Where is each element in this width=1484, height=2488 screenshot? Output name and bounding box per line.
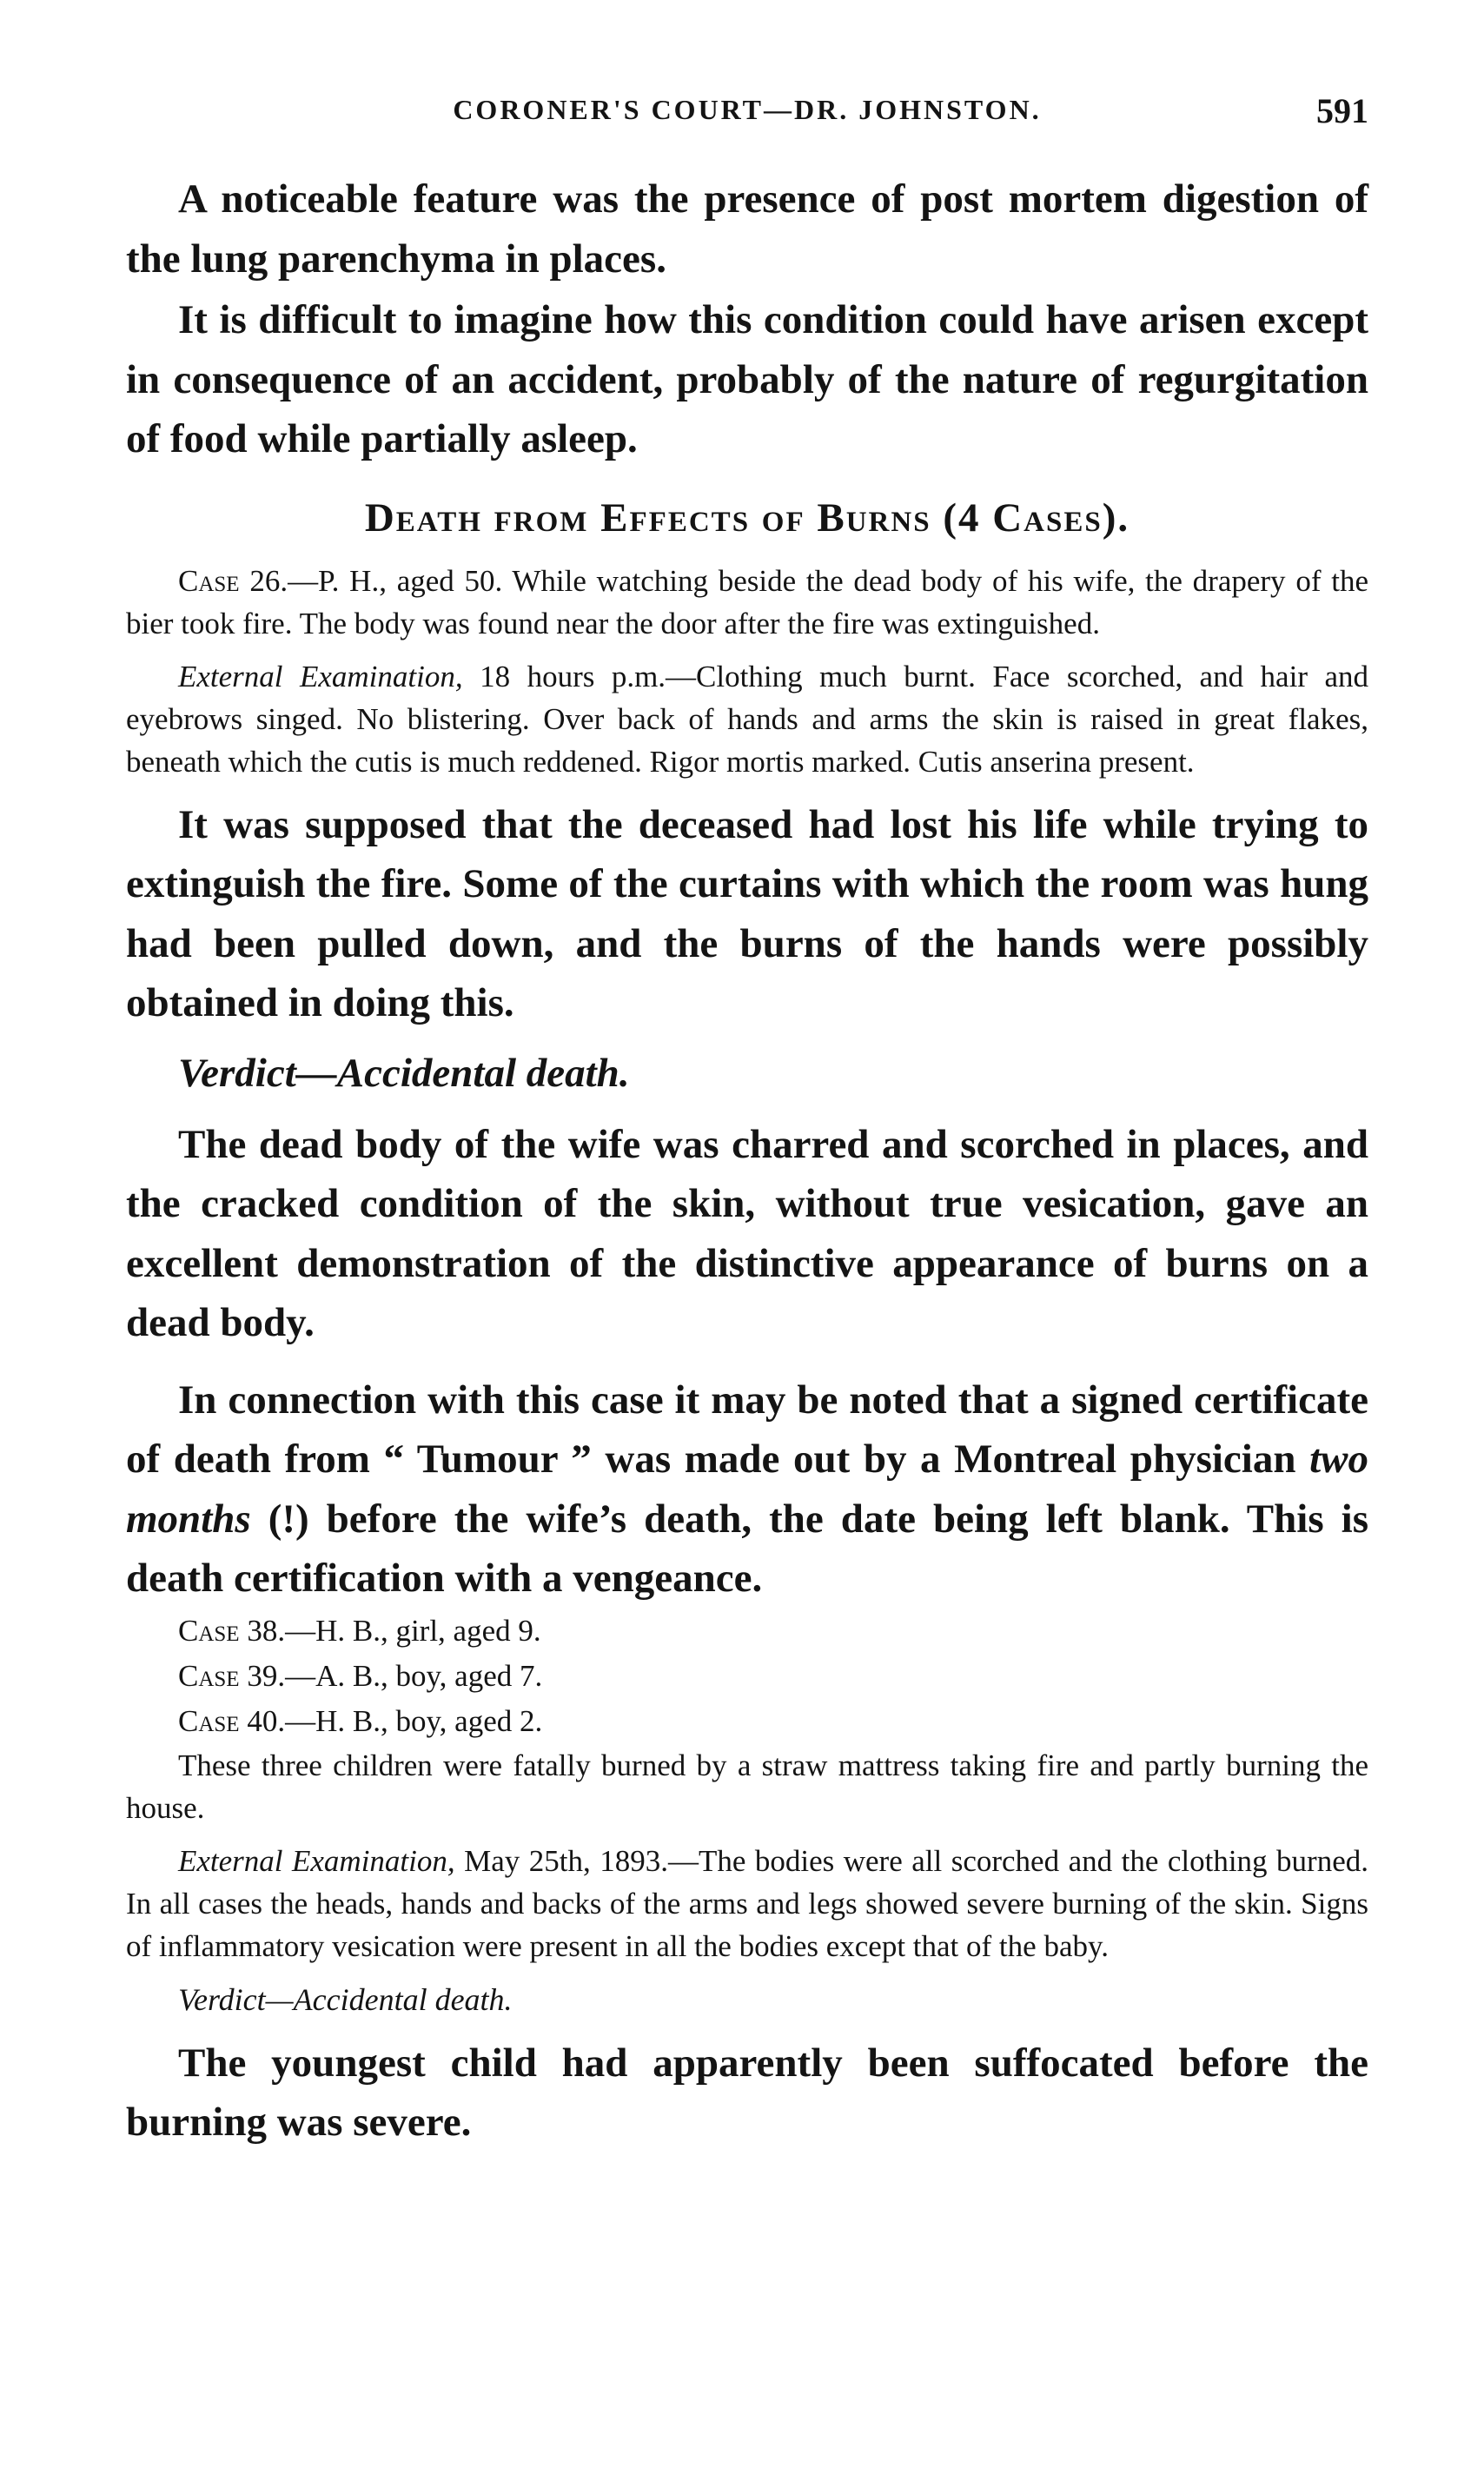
case-26-text: —P. H., aged 50. While watching beside the dead body of his wife, the drapery of the bier took fire. The body was found near the door after the fire was extinguished. bbox=[126, 563, 1368, 640]
verdict-1: Verdict—Accidental death. bbox=[178, 1050, 630, 1096]
external-examination-1 bbox=[126, 655, 1368, 783]
case-38-label: Case 38. bbox=[178, 1613, 286, 1648]
paragraph-certificate-a: In connection with this case it may be noted that a signed certificate of death from “ Tumour ” was made out by a Montreal physician bbox=[126, 1377, 1368, 1482]
external-examination-1-text: 18 hours p.m.—Clothing much burnt. Face scorched, and hair and eyebrows singed. No blistering. Over back of hands and arms the skin is raised in great flakes, beneath which the cutis is much reddened. Rigor mortis marked. Cutis anserina present. bbox=[126, 659, 1368, 779]
case-39-text: —A. B., boy, aged 7. bbox=[285, 1658, 543, 1693]
paragraph-supposition: It was supposed that the deceased had lost his life while trying to extinguish the fire. Some of the curtains with which the room was hung had been pulled down, and the burns of the hands were possibly obtained in doing this. bbox=[126, 801, 1368, 1025]
external-examination-2-text: May 25th, 1893.—The bodies were all scorched and the clothing burned. In all cases the heads, hands and backs of the arms and legs showed severe burning of the skin. Signs of inflammatory vesication were present in all the bodies except that of the baby. bbox=[126, 1843, 1368, 1963]
case-26-label: Case 26. bbox=[178, 563, 288, 598]
page-header bbox=[126, 91, 1368, 137]
case-40-text: —H. B., boy, aged 2. bbox=[285, 1703, 543, 1738]
case-40-line bbox=[126, 1699, 1368, 1744]
paragraph-youngest-child: The youngest child had apparently been suffocated before the burning was severe. bbox=[126, 2040, 1368, 2145]
paragraph-lung-digestion: A noticeable feature was the presence of post mortem digestion of the lung parenchyma in places. bbox=[126, 176, 1368, 282]
paragraph-certificate bbox=[126, 1370, 1368, 1609]
case-39-line bbox=[126, 1654, 1368, 1699]
page-number: 591 bbox=[1316, 91, 1368, 130]
case-26-paragraph bbox=[126, 560, 1368, 645]
case-38-line bbox=[126, 1609, 1368, 1654]
external-examination-1-label: External Examination, bbox=[178, 659, 463, 693]
verdict-2: Verdict—Accidental death. bbox=[178, 1981, 513, 2017]
body-text bbox=[126, 169, 1368, 2153]
paragraph-regurgitation: It is difficult to imagine how this condition could have arisen except in consequence of an accident, probably of the nature of regurgitation of food while partially asleep. bbox=[126, 297, 1368, 461]
external-examination-2-label: External Examination, bbox=[178, 1843, 455, 1878]
external-examination-2 bbox=[126, 1840, 1368, 1967]
case-40-label: Case 40. bbox=[178, 1703, 286, 1738]
case-39-label: Case 39. bbox=[178, 1658, 286, 1693]
running-head: CORONER'S COURT—DR. JOHNSTON. bbox=[453, 94, 1042, 125]
case-38-text: —H. B., girl, aged 9. bbox=[285, 1613, 541, 1648]
section-heading: Death from Effects of Burns (4 Cases). bbox=[364, 494, 1130, 541]
paragraph-three-children: These three children were fatally burned by a straw mattress taking fire and partly burning the house. bbox=[126, 1748, 1368, 1825]
paragraph-wife-body: The dead body of the wife was charred and scorched in places, and the cracked condition of the skin, without true vesication, gave an excellent demonstration of the distinctive appearance of burns on a dead body. bbox=[126, 1121, 1368, 1345]
paragraph-certificate-b: (!) before the wife’s death, the date being left blank. This is death certification with a vengeance. bbox=[126, 1496, 1368, 1601]
paragraph-certificate-em: two months bbox=[126, 1436, 1368, 1542]
